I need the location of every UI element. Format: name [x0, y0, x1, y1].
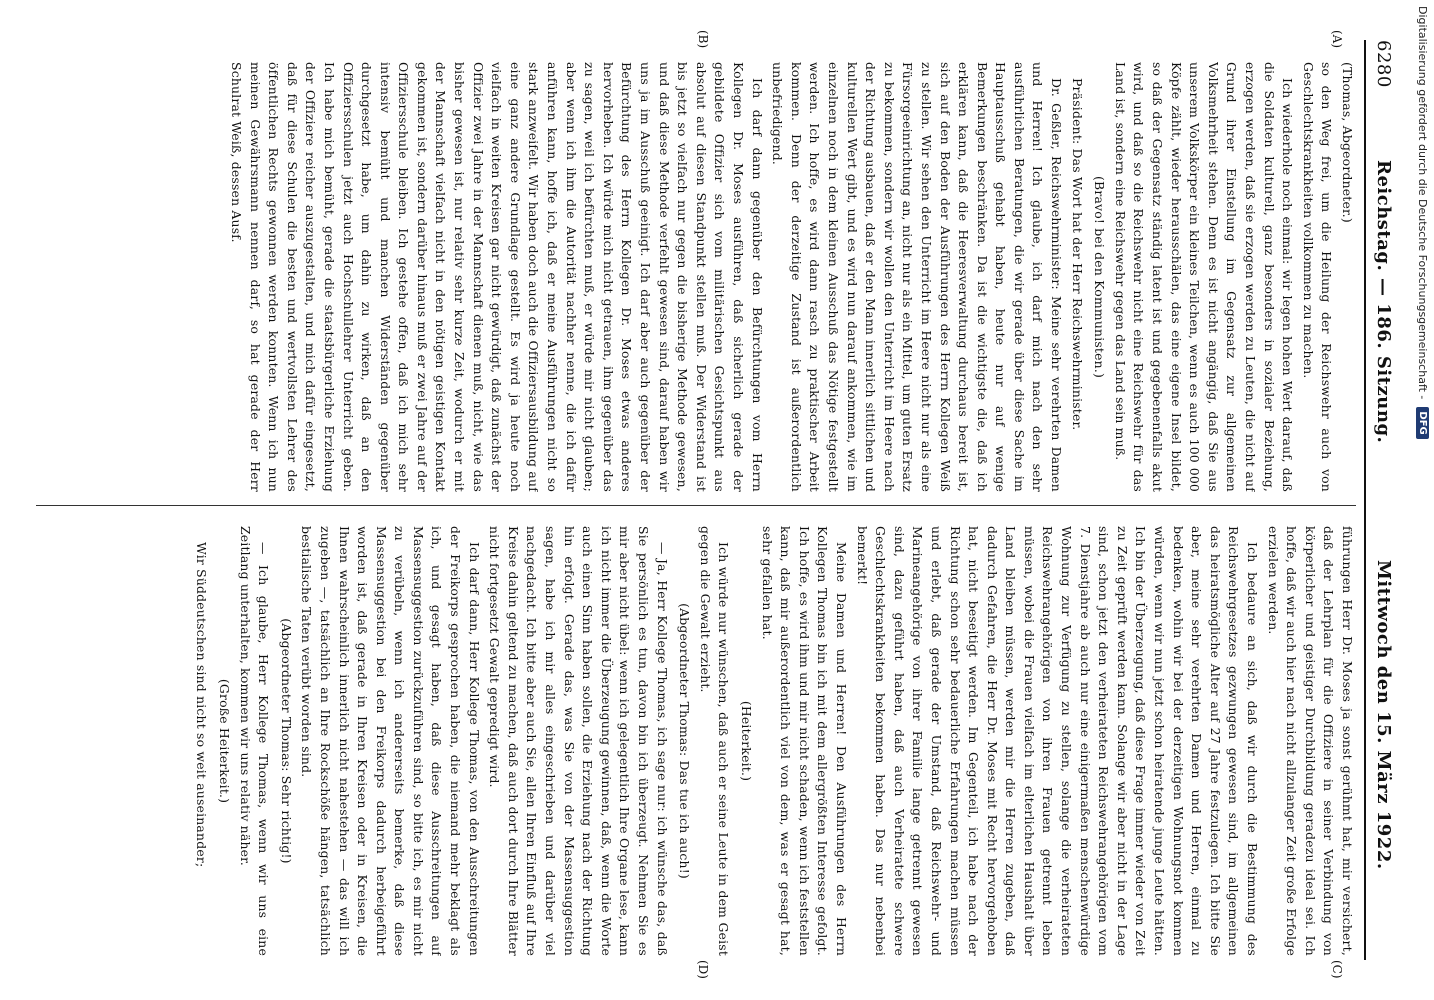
paragraph: Präsident: Das Wort hat der Herr Reichswehrminister.: [1069, 78, 1085, 431]
margin-mark-d: (D): [696, 960, 710, 979]
paragraph: führungen Herr Dr. Moses ja sonst gerühmt hat, mir versichert, daß der Lehrplan für die Offiziere in seiner Verbindung von körperlicher und geistiger Durchbildung geradezu ideal sei. Ich hoffe, daß wir auch hier nach nicht allzulanger Zeit große Erfolge erzielen werden.: [1265, 526, 1355, 956]
paragraph: Wir Süddeutschen sind nicht so weit auseinander;: [194, 542, 210, 868]
header-rule: [1364, 40, 1366, 960]
right-column: [36, 526, 1356, 956]
margin-mark-a: (A): [1330, 30, 1344, 49]
interjection: (Große Heiterkeit.): [216, 678, 232, 804]
right-running-title: Mittwoch den 15. März 1922.: [1373, 560, 1394, 870]
interjection: (Bravo! bei den Kommunisten.): [1092, 175, 1108, 378]
paragraph: Meine Damen und Herren! Den Ausführungen des Herrn Kollegen Thomas bin ich mit dem allergrößten Interesse gefolgt. Ich hoffe, es wird ihm und mir nicht schaden, wenn ich feststellen kann, daß mir außerordentlich viel von dem, was er gesagt hat, sehr gefallen hat.: [759, 526, 849, 956]
interjection: (Abgeordneter Thomas: Sehr richtig!): [278, 618, 294, 864]
column-divider: [36, 505, 1356, 506]
margin-mark-b: (B): [696, 30, 710, 49]
interjection: (Abgeordneter Thomas: Das tue ich auch!): [677, 603, 693, 879]
left-running-title: Reichstag. — 186. Sitzung.: [1373, 160, 1394, 444]
paragraph: Dr. Geßler, Reichswehrminister: Meine sehr verehrten Damen und Herren! Ich glaube, ich darf mich nach den sehr ausführlichen Beratungen, die wir gerade über diese Sache im Hauptausschuß gehabt haben, heute nur auf wenige Bemerkungen beschränken. Da ist die wichtigste die, daß ich erklären kann, daß die Heeresverwaltung durchaus bereit ist, sich auf den Boden der Ausführungen des Herrn Kollegen Weiß zu stellen. Wir sehen den Unterricht im Heere nicht nur als eine Fürsorgeeinrichtung an, nicht nur als ein Mittel, um guten Ersatz zu bekommen, sondern wir wollen den Unterricht im Heere nach der Richtung ausbauen, daß er den Mann innerlich sittlichen und kulturellen Wert gibt, und es wird nun darauf ankommen, wie im einzelnen noch in dem kleinen Ausschuß das Nötige festgestellt werden. Ich hoffe, es wird dann rasch zu praktischer Arbeit kommen. Denn der derzeitige Zustand ist außerordentlich unbefriedigend.: [770, 62, 1065, 492]
page-number: 6280: [1373, 40, 1394, 88]
running-head: [1366, 40, 1396, 960]
credit-text: Digitalisierung gefördert durch die Deutsche Forschungsgemeinschaft -: [1416, 6, 1430, 400]
paragraph: Ich wiederhole noch einmal: wir legen hohen Wert darauf, daß die Soldaten kulturell, ganz besonders in sozialer Beziehung, erzogen werden, daß sie erzogen werden zu Leuten, die nicht auf Grund ihrer Einstellung im Gegensatz zur allgemeinen Volksmehrheit stehen. Denn es ist nicht angängig, daß Sie aus unserem Volkskörper ein kleines Teilchen, wenn es auch 100 000 Köpfe zählt, wieder herausschälen, das eine eigene Insel bildet, so daß der Gegensatz ständig latent ist und gegebenenfalls akut wird, und daß so die Reichswehr nicht eine Reichswehr für das Land ist, sondern eine Reichswehr gegen das Land sein muß.: [1112, 62, 1296, 492]
interjection: (Heiterkeit.): [739, 700, 754, 782]
paragraph: (Thomas, Abgeordneter.): [1340, 62, 1355, 223]
paragraph: Ich bedaure an sich, daß wir durch die Bestimmung des Reichswehrgesetzes gezwungen gewesen sind, im allgemeinen das heiratsmögliche Alter auf 27 Jahre festzulegen. Ich bitte Sie aber, meine sehr verehrten Damen und Herren, einmal zu bedenken, wohin wir bei der derzeitigen Wohnungsnot kommen würden, wenn wir nun jetzt schon heiratende junge Leute hätten. Ich bin der Überzeugung, daß diese Frage immer wieder von Zeit zu Zeit geprüft werden kann. Solange wir aber nicht in der Lage sind, schon jetzt den verheirateten Reichswehrangehörigen vom 7. Dienstjahre ab auch nur eine einigermaßen menschenwürdige Wohnung zur Verfügung zu stellen, solange die verheirateten Reichswehrangehörigen von ihren Frauen getrennt leben müssen, wobei die Frauen vielfach im elterlichen Haushalt über Land bleiben müssen, werden mir die Herren zugeben, daß dadurch Gefahren, die Herr Dr. Moses mit Recht hervorgehoben hat, nicht beseitigt werden. Im Gegenteil, ich habe nach der Richtung schon sehr bedauerliche Erfahrungen machen müssen und erlebt, daß gerade der Umstand, daß Reichswehr- und Marineangehörige von ihrer Familie lange getrennt gewesen sind, dazu geführt haben, daß auch Verheiratete schwere Geschlechtskrankheiten bekommen haben. Das nur nebenbei bemerkt!: [854, 526, 1261, 956]
rotated-page: [10, 0, 1410, 1000]
left-column: [36, 62, 1356, 492]
paragraph: Ich würde nur wünschen, daß auch er seine Leute in dem Geist gegen die Gewalt erzieht.: [697, 526, 732, 956]
paragraph: Ich darf dann gegenüber den Befürchtungen vom Herrn Kollegen Dr. Moses ausführen, daß sicherlich gerade der gebildete Offizier sich vom militärischen Gesichtspunkt aus absolut auf diesen Standpunkt stellen muß. Der Widerstand ist bis jetzt so vielfach nur gegen die bisherige Methode gewesen, und daß diese Methode verfehlt gewesen sind, darauf haben wir uns ja im Ausschuß geeinigt. Ich darf aber auch gegenüber der Befürchtung des Herrn Kollegen Dr. Moses etwas anderes hervorheben. Ich würde mich nicht getrauen, ihm gegenüber das zu sagen, weil ich befürchten muß, er würde mir nicht glauben; aber wenn ich ihm die Autorität nachher nenne, die ich dafür anführen kann, hoffe ich, daß er meine Ausführungen nicht so stark anzweifelt. Wir haben doch auch die Offiziersausbildung auf eine ganz andere Grundlage gestellt. Es wird ja heute noch vielfach in weiten Kreisen gar nicht gewürdigt, daß zunächst der Offizier zwei Jahre in der Mannschaft dienen muß, nicht, wie das bisher gewesen ist, nur relativ sehr kurze Zeit, wodurch er mit der Mannschaft vielfach nicht in den nötigen geistigen Kontakt gekommen ist, sondern darüber hinaus muß er zwei Jahre auf der Offiziersschule bleiben. Ich gestehe offen, daß ich mich sehr intensiv bemüht und manchen Widerständen gegenüber durchgesetzt habe, um dahin zu wirken, daß an den Offiziersschulen jetzt auch Hochschullehrer Unterricht geben. Ich habe mich bemüht, gerade die staatsbürgerliche Erziehung der Offiziere reicher auszugestalten, und mich dafür eingesetzt, daß für diese Schulen die besten und wertvollsten Lehrer des öffentlichen Rechts gewonnen werden konnten. Wenn ich nun meinen Gewährsmann nennen darf, so hat gerade der Herr Schulrat Weiß, dessen Ausf.: [228, 62, 765, 492]
paragraph: Ich darf dann, Herr Kollege Thomas, von den Ausschreitungen der Freikorps gesprochen haben, die niemand mehr beklagt als ich, und gesagt haben, daß diese Ausschreitungen auf Massensuggestion zurückzuführen sind, so bitte ich, es mir nicht zu verübeln, wenn ich andererseits bemerke, daß diese Massensuggestion bei den Freikorps dadurch herbeigeführt worden ist, daß gerade in Ihren Kreisen oder in Kreisen, die Ihnen wahrscheinlich innerlich nicht nahestehen — das will ich zugeben —, tatsächlich an Ihre Rockschöße hängen, tatsächlich bestialische Taten verübt worden sind.: [299, 526, 482, 956]
paragraph: so den Weg frei, um die Heilung der Reichswehr auch von Geschlechtskrankheiten vollkommen zu machen.: [1300, 62, 1335, 492]
paragraph: — Ja, Herr Kollege Thomas, ich sage nur: ich wünsche das, daß Sie persönlich es tun, davon bin ich überzeugt. Nehmen Sie es mir aber nicht übel: wenn ich gelegentlich Ihre Organe lese, kann ich nicht immer die Überzeugung gewinnen, daß, wenn die Worte auch einen Sinn haben sollen, die Erziehung nach der Richtung hin erfolgt. Gerade das, was Sie von der Massensuggestion sagen, habe ich mir alles eingeschrieben und darüber viel nachgedacht. Ich bitte aber auch Sie, allen Ihren Einfluß auf Ihre Kreise dahin geltend zu machen, daß auch dort durch Ihre Blätter nicht fortgesetzt Gewalt gepredigt wird.: [487, 526, 670, 956]
digitization-credit: [1414, 6, 1432, 986]
dfg-logo: DFG: [1417, 407, 1430, 438]
margin-mark-c: (C): [1330, 960, 1344, 979]
paragraph: — Ich glaube, Herr Kollege Thomas, wenn wir uns eine Zeitlang unterhalten, kommen wir uns relativ näher.: [237, 526, 272, 956]
